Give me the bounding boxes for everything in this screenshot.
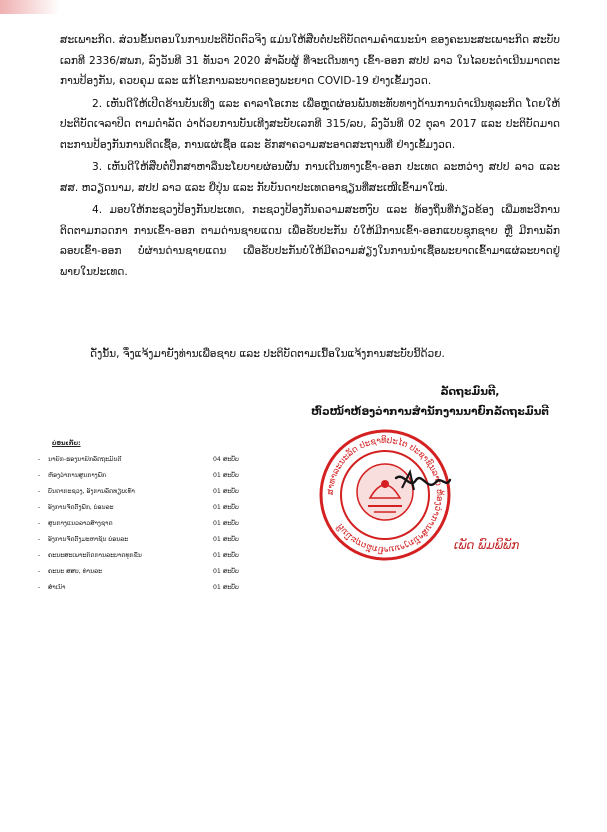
- bullet-dash: -: [38, 583, 41, 591]
- distribution-heading: ບ່ອນເກັບ:: [52, 440, 81, 447]
- distribution-recipient: ສູນກາງແນວລາວສ້າງຊາດ: [48, 519, 113, 527]
- bullet-dash: -: [38, 503, 41, 511]
- distribution-recipient: ອົງການຈັດຕັ້ງພັກ, ບ່ອນລະ: [48, 503, 114, 511]
- distribution-row: [38, 451, 298, 467]
- paragraph-1-continued: ສະເພາະກິດ. ສ່ວນຂັ້ນຕອນໃນການປະຕິບັດຕົວຈິງ ແມ່ນໃຫ້ສືບຕໍ່ປະຕິບັດຕາມຄຳແນະນຳ ຂອງຄະນະສະເພາະກິດ ສະບັບເລກທີ 2336/ສພກ, ລົງວັນທີ 31 ທັນວາ 2020 ສຳລັບຜູ້ ທີ່ຈະເດີນທາງ ເຂົ້າ-ອອກ ສປປ ລາວ ໃນໄລຍະດຳເນີນມາດຕະການປ້ອງກັນ, ຄວບຄຸມ ແລະ ແກ້ໄຂການລະບາດຂອງພະຍາດ COVID-19 ຢ່າງເຂັ້ມງວດ.: [60, 34, 560, 87]
- distribution-recipient: ສຳເນົາ: [48, 583, 66, 591]
- paragraph-4: 4. ມອບໃຫ້ກະຊວງປ້ອງກັນປະເທດ, ກະຊວງປ້ອງກັນຄວາມສະຫງົບ ແລະ ທ້ອງຖິ່ນທີ່ກ່ຽວຂ້ອງ ເພີ່ມທະວີການຕິດຕາມກວດກາ ການເຂົ້າ-ອອກ ຕາມດ່ານຊາຍແດນ ເພື່ອຮັບປະກັນ ບໍ່ໃຫ້ມີການເຂົ້າ-ອອກແບບຊຸກຊາຍ ຫຼື ມີການລັກລອບເຂົ້າ-ອອກ ບໍ່ຜ່ານດ່ານຊາຍແດນ ເພື່ອຮັບປະກັນບໍ່ໃຫ້ມີຄວາມສ່ຽງໃນການນຳເຊື້ອພະຍາດເຂົ້າມາແຜ່ລະບາດຢູ່ພາຍໃນປະເທດ.: [60, 204, 560, 278]
- bullet-dash: -: [38, 471, 41, 479]
- distribution-copies: 01 ສະບັບ: [213, 519, 239, 527]
- distribution-copies: 01 ສະບັບ: [213, 503, 239, 511]
- distribution-row: [38, 531, 298, 547]
- distribution-recipient: ອົງການຈັດຕັ້ງມະຫາຊົນ ບ່ອນລະ: [48, 535, 129, 543]
- distribution-recipient: ຄະນະສະເພາະກິດການລະບາດທຸກຂັ້ນ: [48, 551, 142, 559]
- bullet-dash: -: [38, 551, 41, 559]
- letterhead-mark: [0, 0, 60, 14]
- distribution-copies: 01 ສະບັບ: [213, 583, 239, 591]
- bullet-dash: -: [38, 455, 41, 463]
- national-emblem-icon: [357, 464, 413, 520]
- distribution-row: [38, 483, 298, 499]
- closing-sentence: ດັ່ງນັ້ນ, ຈຶ່ງແຈ້ງມາຍັງທ່ານເພື່ອຊາບ ແລະ ປະຕິບັດຕາມເນື້ອໃນແຈ້ງການສະບັບນີ້ດ້ວຍ.: [90, 348, 445, 360]
- distribution-recipient: ຫ້ອງວ່າການສູນກາງພັກ: [48, 471, 107, 479]
- distribution-recipient: ບັນດາກະຊວງ, ອົງການລັດທຽບເທົ່າ: [48, 487, 135, 495]
- distribution-row: [38, 499, 298, 515]
- distribution-recipient: ຄະນະ ສສບ, ທ່ານລະ: [48, 567, 103, 575]
- document-body: [60, 30, 560, 284]
- distribution-row: [38, 515, 298, 531]
- bullet-dash: -: [38, 519, 41, 527]
- distribution-copies: 04 ສະບັບ: [213, 455, 239, 463]
- distribution-row: [38, 579, 298, 595]
- distribution-row: [38, 467, 298, 483]
- seal-ring-text: ສາທາລະນະລັດ ປະຊາທິປະໄຕ ປະຊາຊົນລາວ ຫ້ອງວ່າການສຳນັກງານນາຍົກລັດຖະມົນຕີ: [325, 435, 445, 555]
- distribution-copies: 01 ສະບັບ: [213, 551, 239, 559]
- distribution-recipient: ນາຍົກ-ຮອງນາຍົກລັດຖະມົນຕີ: [48, 455, 122, 463]
- distribution-copies: 01 ສະບັບ: [213, 487, 239, 495]
- signatory-name: ເພັດ ພົມພິພັກ: [454, 538, 520, 552]
- distribution-row: [38, 547, 298, 563]
- distribution-copies: 01 ສະບັບ: [213, 471, 239, 479]
- distribution-copies: 01 ສະບັບ: [213, 535, 239, 543]
- signatory-position: ລັດຖະມົນຕີ,: [440, 386, 500, 398]
- bullet-dash: -: [38, 487, 41, 495]
- distribution-copies: 01 ສະບັບ: [213, 567, 239, 575]
- signatory-office: ຫົວໜ້າຫ້ອງວ່າການສຳນັກງານນາຍົກລັດຖະມົນຕີ: [311, 406, 549, 418]
- distribution-list: [38, 440, 298, 595]
- official-seal: [318, 428, 452, 562]
- signatory-title: [311, 382, 560, 422]
- paragraph-2: 2. ເຫັນດີໃຫ້ເປີດຮ້ານບັນເທີງ ແລະ ຄາລາໂອເກະ ເພື່ອຫຼຸດຜ່ອນພັນທະທັບທາງດ້ານການດຳເນີນທຸລະກິດ ໂດຍໃຫ້ປະຕິບັດເຈລາປິດ ຕາມດຳລັດ ວ່າດ້ວຍການບັນເທີງສະບັບເລກທີ 315/ລບ, ລົງວັນທີ 02 ຕຸລາ 2017 ແລະ ປະຕິບັດມາດຕະການປ້ອງກັນການຕິດເຊື້ອ, ການແຜ່ເຊື້ອ ແລະ ຮັກສາຄວາມສະອາດສະຖານທີ່ ຢ່າງເຂັ້ມງວດ.: [60, 97, 560, 151]
- bullet-dash: -: [38, 567, 41, 575]
- distribution-row: [38, 563, 298, 579]
- bullet-dash: -: [38, 535, 41, 543]
- paragraph-3: 3. ເຫັນດີໃຫ້ສືບຕໍ່ປຶກສາຫາລືນະໂຍບາຍຜ່ອນຜັນ ການເດີນທາງເຂົ້າ-ອອກ ປະເທດ ລະຫວ່າງ ສປປ ລາວ ແລະ ສສ. ຫວຽດນາມ, ສປປ ລາວ ແລະ ຍີ່ປຸ່ນ ແລະ ກັບບັນດາປະເທດອາຊຽນທີ່ສະເໜີເຂົ້າມາໃໝ່.: [60, 161, 560, 194]
